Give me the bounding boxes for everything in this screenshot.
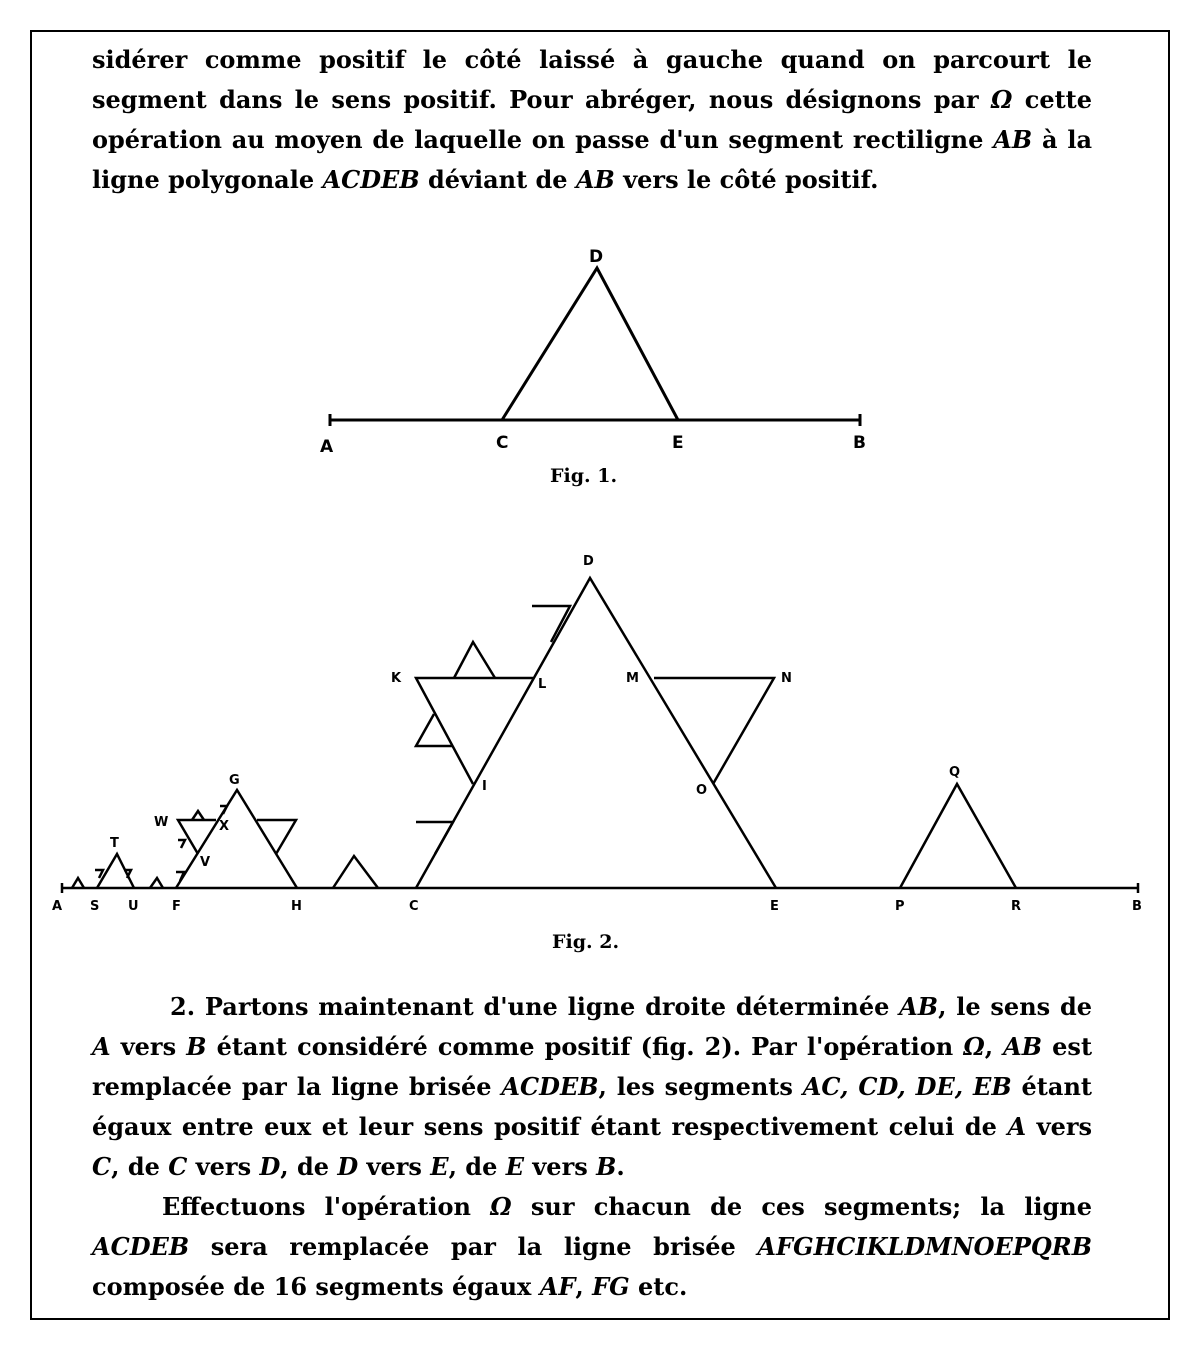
fig1-label-a: A [320, 437, 334, 457]
fig2-small-triangle-4 [416, 822, 453, 854]
fig2-tiny-triangle-1 [72, 878, 84, 888]
fig2-label-c: C [409, 899, 419, 914]
figure-2-labels [52, 554, 1142, 953]
fig2-label-e: E [770, 899, 779, 914]
fig2-triangle-fgh [176, 790, 297, 888]
fig2-label-f: F [172, 899, 181, 914]
fig1-label-b: B [853, 433, 866, 453]
fig2-label-s: S [90, 899, 100, 914]
fig2-label-i: I [482, 779, 487, 794]
fig2-label-x: X [219, 819, 230, 834]
fig2-label-w: W [154, 815, 169, 830]
figure-1 [330, 268, 860, 426]
fig1-triangle-cde [502, 268, 678, 420]
fig1-label-e: E [672, 433, 684, 453]
fig2-label-l: L [538, 677, 547, 692]
fig1-label-d: D [589, 247, 604, 267]
fig2-tiny-triangle-5 [176, 872, 184, 881]
fig2-label-m: M [626, 671, 639, 686]
fig2-tiny-triangle-3 [95, 870, 103, 878]
fig2-label-k: K [391, 671, 402, 686]
fig2-label-q: Q [949, 765, 961, 780]
figure-2 [62, 578, 1138, 893]
fig1-caption: Fig. 1. [550, 465, 618, 487]
fig2-label-n: N [781, 671, 792, 686]
fig2-label-u: U [128, 899, 139, 914]
fig2-triangle-wxv [178, 820, 216, 854]
fig2-tiny-triangle-7 [192, 811, 204, 820]
fig2-caption: Fig. 2. [552, 931, 620, 953]
paragraph-2: 2. Partons maintenant d'une ligne droite déterminée AB, le sens de A vers B étant considéré comme positif (fig. 2). Par l'opération Ω, AB est remplacée par la ligne brisée ACDEB, les segments AC, CD, DE, EB étant égaux entre eux et leur sens positif étant respectivement celui de A vers C, de C vers D, de D vers E, de E vers B. [92, 992, 1093, 1181]
paragraph-3: Effectuons l'opération Ω sur chacun de ces segments; la ligne ACDEB sera remplacée par la ligne brisée AFGHCIKLDMNOEPQRB composée de 16 segments égaux AF, FG etc. [92, 1192, 1093, 1301]
figure-1-labels [320, 247, 866, 487]
fig2-label-a: A [52, 899, 63, 914]
fig2-label-o: O [696, 783, 708, 798]
fig2-label-g: G [229, 773, 240, 788]
fig2-label-r: R [1011, 899, 1022, 914]
fig2-label-h: H [291, 899, 302, 914]
fig2-triangle-ikl [416, 678, 533, 784]
fig2-triangle-cde [416, 578, 776, 888]
fig2-small-triangle-1 [333, 856, 378, 888]
fig2-small-triangle-6 [257, 820, 296, 854]
fig2-small-triangle-2 [454, 642, 495, 678]
paragraph-1: sidérer comme positif le côté laissé à gauche quand on parcourt le segment dans le sens positif. Pour abréger, nous désignons par Ω cette opération au moyen de laquelle on passe d'un segment rectiligne AB à la ligne polygonale ACDEB déviant de AB vers le côté positif. [92, 45, 1093, 194]
fig2-small-triangle-5 [416, 714, 453, 746]
fig2-triangle-pqr [900, 784, 1016, 888]
fig2-label-p: P [895, 899, 905, 914]
fig2-label-b: B [1132, 899, 1142, 914]
fig2-label-t: T [110, 836, 119, 851]
fig2-label-d: D [583, 554, 594, 569]
fig2-triangle-mno [654, 678, 774, 784]
fig2-tiny-triangle-6 [178, 840, 185, 848]
fig2-tiny-triangle-2 [150, 878, 163, 888]
fig2-label-v: V [200, 855, 211, 870]
fig1-label-c: C [496, 433, 509, 453]
